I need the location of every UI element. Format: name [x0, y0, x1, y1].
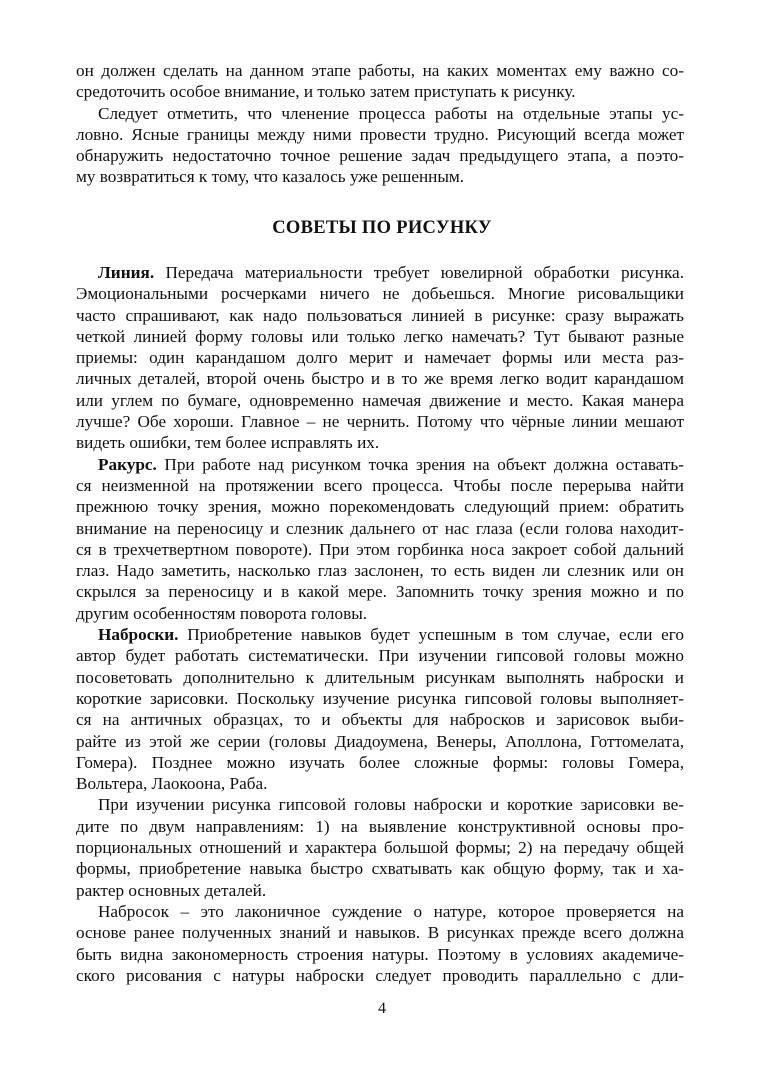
text-line: внимание на переносицу и слезник дальнего от нас глаза (если голова находит- — [76, 518, 684, 538]
text-line: райте из этой же серии (головы Диадоумена, Венеры, Аполлона, Готтомелата, — [76, 731, 684, 751]
text-line: ся неизменной на протяжении всего процесса. Чтобы после перерыва найти — [76, 475, 684, 495]
page-number: 4 — [378, 1000, 386, 1017]
text-line: личных деталей, второй очень быстро и в то же время легко водит карандашом — [76, 369, 684, 389]
paragraph-lead: Ракурс. — [98, 454, 157, 474]
text-line: обнаружить недостаточно точное решение задач предыдущего этапа, а поэто- — [76, 146, 684, 166]
text-line: му возвратиться к тому, что казалось уже решенным. — [76, 167, 465, 187]
paragraph-lead-rest: Приобретение навыков будет успешным в том случае, если его — [178, 625, 684, 645]
paragraph-first-line — [76, 262, 684, 283]
paragraph-lead-rest: При работе над рисунком точка зрения на объект должна оставать- — [156, 454, 684, 474]
text-line: прежнюю точку зрения, можно порекомендовать следующий прием: обратить — [76, 497, 684, 517]
text-line: Гомера). Позднее можно изучать более сложные формы: головы Гомера, — [76, 752, 684, 772]
text-line: Эмоциональными росчерками ничего не добьешься. Многие рисовальщики — [76, 284, 684, 304]
text-line: дите по двум направлениям: 1) на выявление конструктивной основы про- — [76, 816, 684, 836]
text-line: часто спрашивают, как надо пользоваться линией в рисунке: сразу выражать — [76, 305, 684, 325]
advice-text — [76, 262, 684, 986]
text-line: глаз. Надо заметить, насколько глаз заслонен, то есть виден ли слезник или он — [76, 561, 684, 581]
paragraph-lead: Линия. — [98, 263, 155, 282]
text-line: формы, приобретение навыка быстро схватывать как общую форму, так и ха- — [76, 859, 684, 879]
text-line: рактер основных деталей. — [76, 880, 267, 900]
paragraph-lead: Наброски. — [98, 625, 179, 645]
text-line: порциональных отношений и характера большой формы; 2) на передачу общей — [76, 838, 684, 858]
text-line: ся на античных образцах, то и объекты для набросков и зарисовок выби- — [76, 710, 684, 730]
text-line: четкой линией форму головы или только легко намечать? Тут бывают разные — [76, 326, 684, 346]
text-line: скрылся за переносицу и в какой мере. Запомнить точку зрения можно и по — [76, 582, 684, 602]
text-line: быть видна закономерность строения натуры. Поэтому в условиях академиче- — [76, 944, 684, 964]
text-line: приемы: один карандашом долго мерит и намечает формы или места раз- — [76, 348, 684, 368]
text-line: При изучении рисунка гипсовой головы наброски и короткие зарисовки ве- — [98, 795, 684, 815]
text-line: ловно. Ясные границы между ними провести трудно. Рисующий всегда может — [76, 124, 684, 144]
text-line: ся в трехчетвертном повороте). При этом горбинка носа закроет собой дальний — [76, 539, 684, 559]
text-line: короткие зарисовки. Поскольку изучение рисунка гипсовой головы выполняет- — [76, 688, 684, 708]
text-line: средоточить особое внимание, и только затем приступать к рисунку. — [76, 82, 576, 102]
intro-text — [76, 60, 684, 188]
text-line: лучше? Обе хороши. Главное – не чернить. Потому что чёрные линии мешают — [76, 412, 684, 432]
text-line: Набросок – это лаконичное суждение о натуре, которое проверяется на — [98, 901, 684, 921]
paragraph-first-line — [76, 624, 684, 645]
text-line: основе ранее полученных знаний и навыков. В рисунках прежде всего должна — [76, 923, 684, 943]
text-line: автор будет работать систематически. При изучении гипсовой головы можно — [76, 646, 684, 666]
text-line: или углем по бумаге, одновременно намечая движение и место. Какая манера — [76, 390, 684, 410]
text-line: он должен сделать на данном этапе работы, на каких моментах ему важно со- — [76, 61, 684, 80]
paragraph-lead-rest: Передача материальности требует ювелирной обработки рисунка. — [154, 263, 684, 282]
section-heading: СОВЕТЫ ПО РИСУНКУ — [272, 218, 492, 238]
text-line: посоветовать дополнительно к длительным рисункам выполнять наброски и — [76, 667, 684, 687]
text-line: другим особенностям поворота головы. — [76, 603, 368, 623]
text-line: видеть ошибки, тем более исправлять их. — [76, 433, 380, 453]
text-line: ского рисования с натуры наброски следует проводить параллельно с дли- — [76, 965, 684, 985]
text-line: Следует отметить, что членение процесса работы на отдельные этапы ус- — [98, 103, 684, 123]
text-line: Вольтера, Лаокоона, Раба. — [76, 774, 268, 794]
paragraph-first-line — [76, 454, 684, 475]
